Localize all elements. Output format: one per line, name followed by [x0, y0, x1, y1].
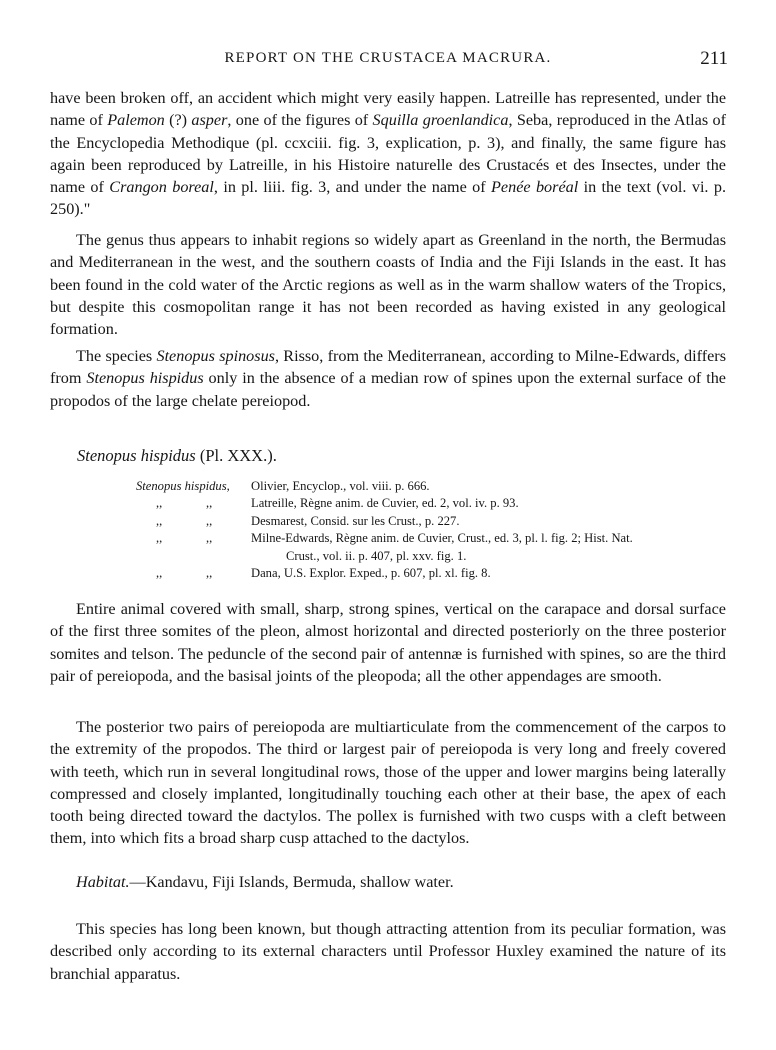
synonymy-row [136, 513, 728, 530]
synonymy-row [136, 530, 728, 547]
habitat-line [76, 873, 454, 892]
para1-text-5: , in pl. liii. fig. 3, and under the name of [213, 178, 492, 197]
page-number: 211 [700, 48, 728, 69]
para1-italic-palemon: Palemon [107, 111, 165, 130]
synonymy-ref: Latreille, Règne anim. de Cuvier, ed. 2, vol. iv. p. 93. [251, 496, 519, 511]
para1-italic-asper: asper [191, 111, 228, 130]
synonymy-row [136, 565, 728, 582]
para1-text-3: , one of the figures of [227, 111, 373, 130]
para1-text-1: have been broken off, an accident which might very easily happen. Latreille has represented, under the name of [50, 89, 726, 130]
para1-italic-penee: Penée boréal [491, 178, 579, 197]
synonymy-ref: Dana, U.S. Explor. Exped., p. 607, pl. xl. fig. 8. [251, 566, 491, 581]
paragraph-1 [50, 87, 726, 221]
para1-text-2: (?) [164, 111, 192, 130]
ditto-marks: ,, ,, [156, 566, 213, 581]
para3-italic-spinosus: Stenopus spinosus [156, 347, 275, 365]
synonymy-row [136, 495, 728, 512]
synonymy-list [136, 478, 728, 582]
para3-italic-hispidus: Stenopus hispidus [86, 369, 204, 388]
paragraph-6: This species has long been known, but though attracting attention from its peculiar formation, was described only according to its external characters until Professor Huxley examined the nature of its branchial apparatus. [50, 920, 726, 983]
habitat-label: Habitat. [76, 873, 130, 891]
species-plate: (Pl. XXX.). [195, 446, 277, 465]
paragraph-2: The genus thus appears to inhabit regions so widely apart as Greenland in the north, the Bermudas and Mediterranean in the west, and the southern coasts of India and the Fiji Islands in the east. It has been found in the cold water of the Arctic regions as well as in the warm shallow waters of the Tropics, but despite this cosmopolitan range it has not been recorded as having existed in any geological formation. [50, 231, 726, 339]
synonymy-ref: Milne-Edwards, Règne anim. de Cuvier, Crust., ed. 3, pl. l. fig. 2; Hist. Nat. [251, 531, 633, 546]
running-title: REPORT ON THE CRUSTACEA MACRURA. [224, 50, 552, 66]
para1-text-6: in the text (vol. vi. p. 250)." [50, 178, 726, 219]
paragraph-3 [50, 345, 726, 412]
synonymy-ref: Desmarest, Consid. sur les Crust., p. 227. [251, 513, 460, 528]
page-header [48, 48, 728, 72]
para1-text-4: , Seba, reproduced in the Atlas of the Encyclopedia Methodique (pl. ccxciii. fig. 3, explication, p. 3), and finally, the same figure has again been reproduced by Latreille, in his Histoire naturelle des Crustacés et des Insectes, under the name of [50, 111, 726, 197]
ditto-marks: ,, ,, [156, 496, 213, 511]
paragraph-5: The posterior two pairs of pereiopoda are multiarticulate from the commencement of the carpos to the extremity of the propodos. The third or largest pair of pereiopoda is very long and freely covered with teeth, which run in several longitudinal rows, those of the upper and lower margins being laterally compressed and closely implanted, longitudinally touching each other at their base, the apex of each tooth being directed toward the dactylos. The pollex is furnished with two cusps with a cleft between them, into which fits a broad sharp cusp attached to the dactylos. [50, 718, 726, 848]
species-heading [77, 446, 277, 466]
para3-text-2: , Risso, from the Mediterranean, according to Milne-Edwards, differs from [50, 347, 726, 388]
synonymy-ref: Olivier, Encyclop., vol. viii. p. 666. [251, 479, 430, 493]
para1-italic-squilla: Squilla groenlandica [372, 111, 509, 130]
para1-italic-crangon: Crangon boreal [109, 178, 214, 197]
ditto-marks: ,, ,, [156, 513, 213, 528]
synonymy-row [136, 478, 728, 495]
para3-text-1: The species [76, 347, 157, 365]
ditto-marks: ,, ,, [156, 531, 213, 546]
paragraph-4: Entire animal covered with small, sharp, strong spines, vertical on the carapace and dorsal surface of the first three somites of the pleon, almost horizontal and directed posteriorly on the three posterior somites and telson. The peduncle of the second pair of antennæ is furnished with spines, so are the third pair of pereiopoda, and the basisal joints of the pleopoda; all the other appendages are smooth. [50, 600, 726, 685]
synonymy-genus: Stenopus hispidus, [136, 479, 230, 493]
habitat-text: —Kandavu, Fiji Islands, Bermuda, shallow water. [129, 873, 454, 891]
para3-text-3: only in the absence of a median row of spines upon the external surface of the propodos of the large chelate pereiopod. [50, 369, 726, 410]
synonymy-ref-continued: Crust., vol. ii. p. 407, pl. xxv. fig. 1. [286, 548, 467, 563]
species-name: Stenopus hispidus [77, 446, 196, 465]
